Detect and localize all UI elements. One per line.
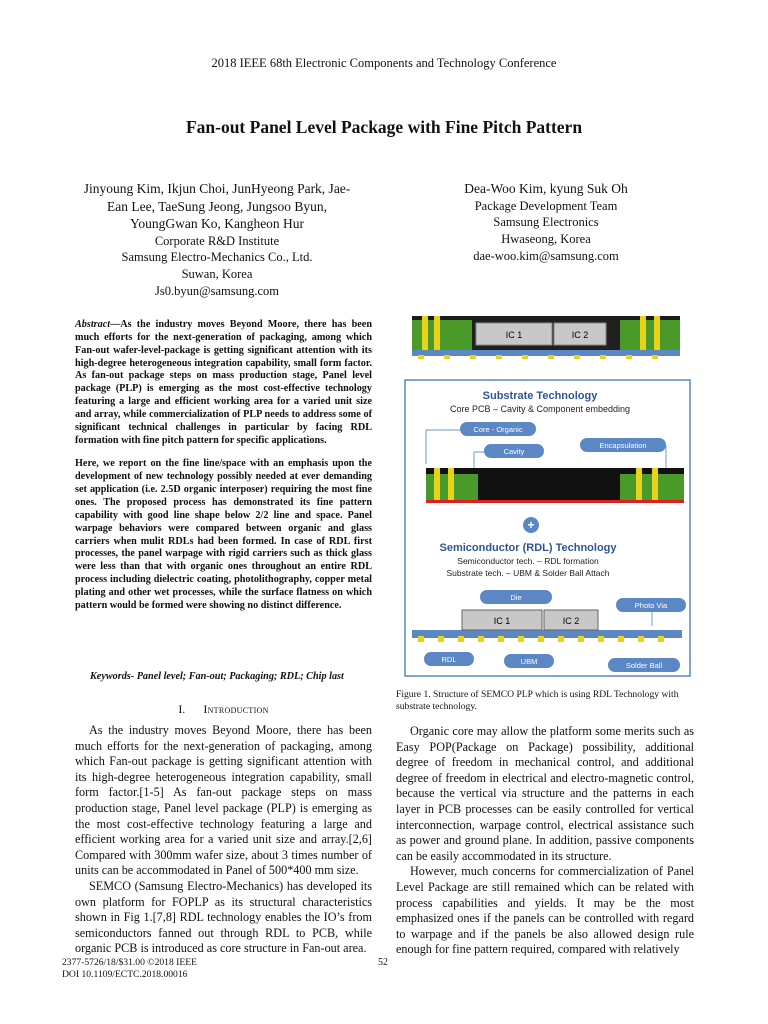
author-names-right: Dea-Woo Kim, kyung Suk Oh — [464, 181, 628, 196]
intro-paragraph-1: As the industry moves Beyond Moore, there has been much efforts for the next-generation of packaging, among which Fan-out package is getting significant attention with its high-degree heterogeneous integration capability, small form factor.[1-5] As fan-out package steps on mass production stage, Panel level package (PLP) is emerging as the most cost-effective technology featuring a large and efficient working area for a varied unit size and array.[2,6] Compared with 300mm wafer size, about 3 times number of units can be accommodated in Panel of 500*400 mm size. — [75, 723, 372, 878]
substrate-subtitle: Core PCB – Cavity & Component embedding — [449, 404, 631, 414]
section-heading: I. Introduction — [178, 702, 269, 716]
abstract-paragraph-1: Abstract—As the industry moves Beyond Moore, there has been much efforts for the next-generation of packaging, among which Fan-out wafer-level-package is getting significant attention with its high-degree heterogeneous integration capability, small form factor. As fan-out package steps on mass production stage, Panel level package (PLP) is emerging as the most cost-effective technology featuring a large and efficient working area for a varied unit size and array, while commercialization of PLP needs to address some of significant technical challenges in particular by facing RDL formation with fine pitch pattern for specific applications. — [75, 319, 372, 446]
ic1-label-top: IC 1 — [505, 330, 523, 340]
ic1-label-bottom: IC 1 — [493, 616, 511, 626]
page-number: 52 — [378, 957, 388, 968]
paper-title: Fan-out Panel Level Package with Fine Pitch Pattern — [185, 117, 583, 137]
ic2-label-bottom: IC 2 — [562, 616, 580, 626]
right-paragraph-1: Organic core may allow the platform some merits such as Easy POP(Package on Package) possibility, additional degree of freedom in mechanical control, and additional degree of freedom in electrical and electro-magnetic control, because the vertical via structure and the patterns in each layer in PCB processes can be easily controlled for vertical interconnection, warpage control, electrical assistance such as power and ground plane. In addition, passive components can be easily accommodated in its structure. — [396, 724, 694, 863]
keywords: Keywords- Panel level; Fan-out; Packaging; RDL; Chip last — [90, 671, 344, 682]
label-cavity: Cavity — [503, 447, 525, 456]
right-paragraph-2: However, much concerns for commercialization of Panel Level Package are still remained which can be related with process capabilities and yields. It may be the most emphasized ones if the panels can be controlled with regard to warpage and if the panels be also allowed design rule enough for fine pattern required, compared with relatively — [396, 864, 694, 957]
conference-header: 2018 IEEE 68th Electronic Components and Technology Conference — [211, 56, 557, 70]
abstract-paragraph-2: Here, we report on the fine line/space with an emphasis upon the development of new technology possibly needed at ever demanding set application (i.e. 2.5D organic interposer) requiring the most fine ones. The proposed process has demonstrated its fine pattern capability with good line shape below 2/2 line and space. Panel warpage behaviors were compared between organic and glass carriers when mulit RDLs had been formed. In case of RDL first processes, the panel warpage with rigid carriers such as thick glass were less than that with organic ones throughout an entire RDL process including dielectric coating, photolithography, copper metal plating and other wet processes, while the surface flatness on which pattern would be formed were showing no distinct difference. — [75, 458, 372, 611]
abstract-label: Abstract — [75, 319, 111, 330]
abstract — [75, 319, 372, 613]
label-rdl: RDL — [441, 655, 457, 664]
authors-left — [62, 180, 372, 300]
intro-text — [75, 723, 372, 957]
semiconductor-subtitle-1: Semiconductor tech. – RDL formation — [457, 556, 599, 566]
ic2-label-top: IC 2 — [571, 330, 589, 340]
semiconductor-subtitle-2: Substrate tech. – UBM & Solder Ball Attach — [446, 568, 610, 578]
affiliation-left: Corporate R&D Institute Samsung Electro-Mechanics Co., Ltd. Suwan, Korea Js0.byun@samsung.com — [121, 233, 313, 298]
top-package-drawing — [412, 316, 680, 359]
intro-paragraph-2: SEMCO (Samsung Electro-Mechanics) has developed its own platform for FOPLP as its structural characteristics shown in Fig 1.[7,8] RDL technology enables the IO’s from semiconductors fanned out through RDL to PCB, while organic PCB is introduced as core structure in Fan-out area. — [75, 878, 372, 956]
svg-text:+: + — [527, 518, 535, 532]
label-die: Die — [510, 593, 522, 602]
author-names-left: Jinyoung Kim, Ikjun Choi, JunHyeong Park, Jae- Ean Lee, TaeSung Jeong, Jungsoo Byun, YoungGwan Ko, Kangheon Hur — [83, 181, 351, 231]
authors-right — [396, 180, 696, 265]
label-encapsulation: Encapsulation — [599, 441, 647, 450]
figure-1 — [404, 312, 694, 682]
footer-copyright: 2377-5726/18/$31.00 ©2018 IEEE DOI 10.1109/ECTC.2018.00016 — [62, 957, 197, 980]
substrate-title: Substrate Technology — [482, 390, 598, 402]
label-core-organic: Core - Organic — [473, 425, 523, 434]
label-solder-ball: Solder Ball — [625, 661, 663, 670]
affiliation-right: Package Development Team Samsung Electronics Hwaseong, Korea dae-woo.kim@samsung.com — [473, 198, 619, 263]
label-ubm: UBM — [520, 657, 538, 666]
substrate-cross-section — [426, 468, 684, 503]
label-photo-via: Photo Via — [634, 601, 668, 610]
figure-caption: Figure 1. Structure of SEMCO PLP which is using RDL Technology with substrate technology. — [396, 689, 679, 713]
semiconductor-title: Semiconductor (RDL) Technology — [439, 542, 617, 554]
right-column-text — [396, 724, 694, 958]
